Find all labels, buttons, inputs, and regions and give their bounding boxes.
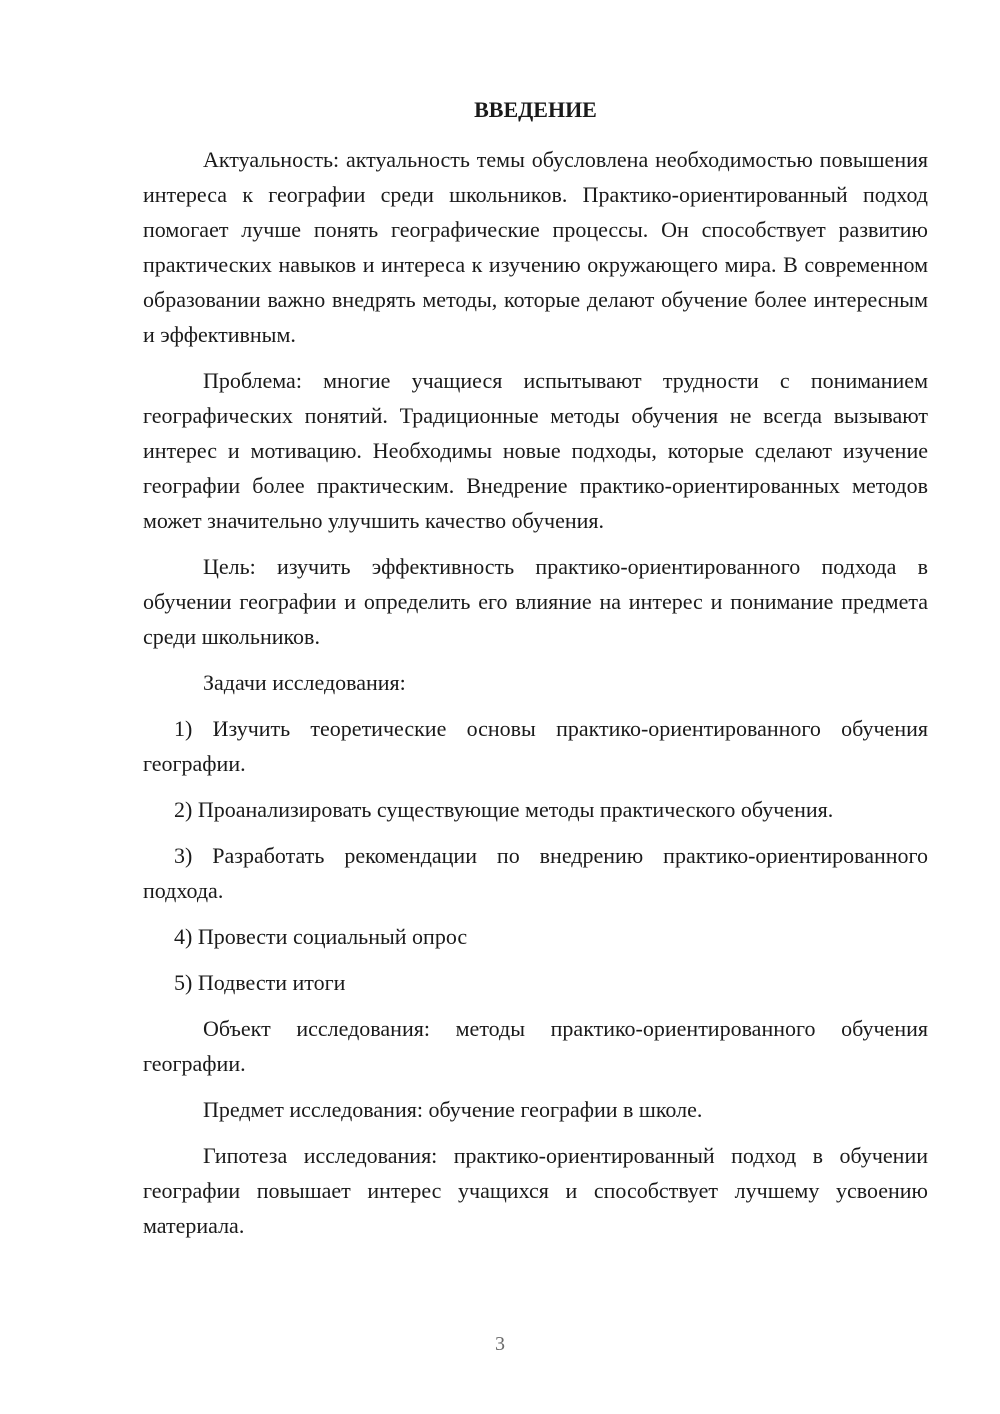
task-item-5: 5) Подвести итоги <box>174 970 346 995</box>
paragraph-goal: Цель: изучить эффективность практико-ориентированного подхода в обучении географии и определить его влияние на интерес и понимание предмета среди школьников. <box>143 554 928 649</box>
task-item-1: 1) Изучить теоретические основы практико-ориентированного обучения географии. <box>143 716 928 776</box>
page-number: 3 <box>495 1333 505 1355</box>
task-item-3: 3) Разработать рекомендации по внедрению практико-ориентированного подхода. <box>143 843 928 903</box>
paragraph-hypothesis: Гипотеза исследования: практико-ориентированный подход в обучении географии повышает интерес учащихся и способствует лучшему усвоению материала. <box>143 1143 928 1238</box>
task-item-4: 4) Провести социальный опрос <box>174 924 468 949</box>
paragraph-object: Объект исследования: методы практико-ориентированного обучения географии. <box>143 1016 928 1076</box>
task-item-2: 2) Проанализировать существующие методы практического обучения. <box>174 797 834 822</box>
page-title: ВВЕДЕНИЕ <box>474 97 597 122</box>
paragraph-problem: Проблема: многие учащиеся испытывают трудности с пониманием географических понятий. Традиционные методы обучения не всегда вызывают интерес и мотивацию. Необходимы новые подходы, которые сделают изучение географии более практическим. Внедрение практико-ориентированных методов может значительно улучшить качество обучения. <box>143 368 928 533</box>
paragraph-subject: Предмет исследования: обучение географии в школе. <box>203 1097 703 1122</box>
paragraph-relevance: Актуальность: актуальность темы обусловлена необходимостью повышения интереса к географии среди школьников. Практико-ориентированный подход помогает лучше понять географические процессы. Он способствует развитию практических навыков и интереса к изучению окружающего мира. В современном образовании важно внедрять методы, которые делают обучение более интересным и эффективным. <box>143 147 928 347</box>
document-page <box>143 94 928 1243</box>
tasks-heading: Задачи исследования: <box>203 670 406 695</box>
